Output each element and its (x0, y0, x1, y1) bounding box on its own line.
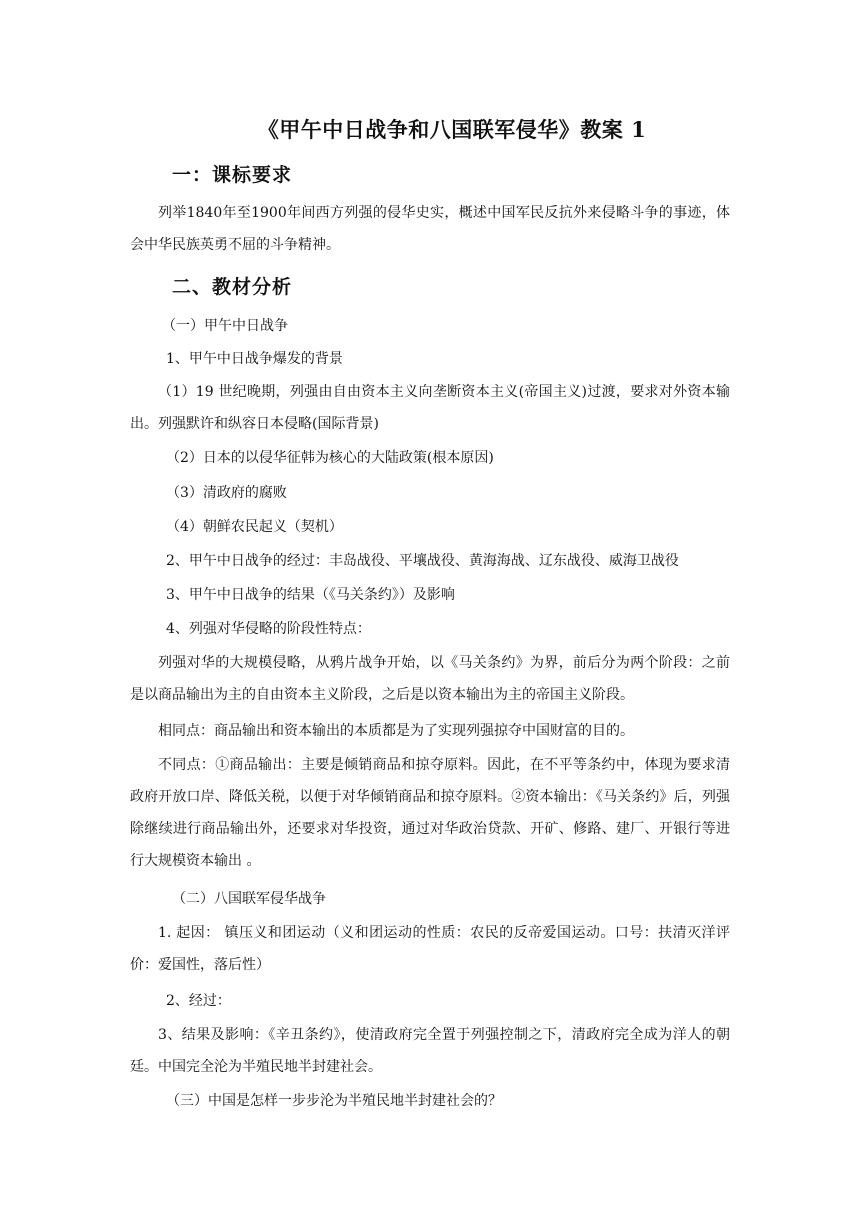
document-title: 《甲午中日战争和八国联军侵华》教案 1 (257, 117, 647, 142)
paragraph-similarity: 相同点：商品输出和资本输出的本质都是为了实现列强掠夺中国财富的目的。 (158, 723, 634, 739)
list-item-result: 3、甲午中日战争的结果（《马关条约》）及影响 (166, 587, 455, 603)
section-heading-curriculum: 一：课标要求 (172, 164, 293, 186)
paragraph-difference: 不同点：①商品输出：主要是倾销商品和掠夺原料。因此，在不平等条约中，体现为要求清政府开放口岸、降低关税，以便于对华倾销商品和掠夺原料。②资本输出：《马关条约》后，列强除继续进行商品输出外，还要求对华投资，通过对华政治贷款、开矿、修路、建厂、开银行等进行大规模资本输出 。 (130, 757, 730, 869)
section-heading-analysis: 二、教材分析 (172, 276, 293, 298)
list-item-background-3: （3）清政府的腐败 (166, 485, 287, 501)
list-item-process: 2、经过： (166, 993, 231, 1009)
paragraph-stages: 列强对华的大规模侵略，从鸦片战争开始，以《马关条约》为界，前后分为两个阶段：之前是以商品输出为主的自由资本主义阶段，之后是以资本输出为主的帝国主义阶段。 (130, 655, 730, 703)
subsection-heading-eight-nation: （二）八国联军侵华战争 (172, 891, 326, 907)
list-item-background-1: （1）19 世纪晚期，列强由自由资本主义向垄断资本主义(帝国主义)过渡，要求对外资本输出。列强默许和纵容日本侵略(国际背景) (130, 384, 730, 432)
list-item-background-4: （4）朝鲜农民起义（契机） (166, 519, 343, 535)
list-item-background: 1、甲午中日战争爆发的背景 (166, 351, 343, 367)
list-item-characteristics: 4、列强对华侵略的阶段性特点： (166, 621, 371, 637)
list-item-outcome: 3、结果及影响：《辛丑条约》，使清政府完全置于列强控制之下，清政府完全成为洋人的朝廷。中国完全沦为半殖民地半封建社会。 (130, 1027, 730, 1075)
list-item-background-2: （2）日本的以侵华征韩为核心的大陆政策(根本原因) (166, 450, 494, 466)
curriculum-text: 列举1840年至1900年间西方列强的侵华史实，概述中国军民反抗外来侵略斗争的事迹，体会中华民族英勇不屈的斗争精神。 (130, 205, 730, 253)
subsection-heading-question: （三）中国是怎样一步步沦为半殖民地半封建社会的？ (166, 1093, 502, 1109)
list-item-course: 2、甲午中日战争的经过：丰岛战役、平壤战役、黄海海战、辽东战役、威海卫战役 (166, 553, 679, 569)
subsection-heading-sino-japanese-war: （一）甲午中日战争 (162, 318, 288, 334)
list-item-cause: 1. 起因： 镇压义和团运动（义和团运动的性质：农民的反帝爱国运动。口号：扶清灭洋评价：爱国性，落后性） (130, 925, 730, 973)
